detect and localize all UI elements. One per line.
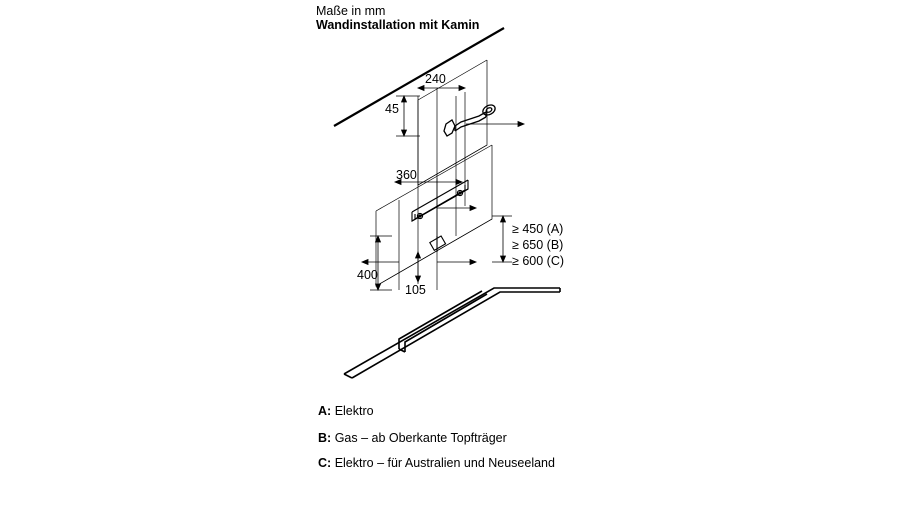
dimension-45 <box>396 96 420 136</box>
legend-text-b: Gas – ab Oberkante Topfträger <box>334 431 507 445</box>
upper-wall-mount-bracket <box>444 103 497 136</box>
dimension-label-360: 360 <box>396 168 417 182</box>
drawing-title: Wandinstallation mit Kamin <box>316 18 480 32</box>
legend-item-c <box>318 456 555 472</box>
leader-arrows <box>362 122 524 265</box>
legend-key-b: B: <box>318 431 332 445</box>
dimension-105 <box>416 252 421 282</box>
units-note: Maße in mm <box>316 4 386 18</box>
chimney-hood-body <box>412 180 468 221</box>
legend-key-a: A: <box>318 404 332 418</box>
legend-key-c: C: <box>318 456 332 470</box>
lower-rectangle-outline <box>376 145 492 286</box>
center-fitting-symbol <box>430 236 446 252</box>
legend-text-c: Elektro – für Australien und Neuseeland <box>334 456 555 470</box>
clearance-label-a: ≥ 450 (A) <box>512 222 564 236</box>
clearance-dimension-line <box>492 216 512 262</box>
clearance-label-b: ≥ 650 (B) <box>512 238 564 252</box>
legend-text-a: Elektro <box>334 404 374 418</box>
wall-edge-line <box>334 28 504 126</box>
dimension-label-105: 105 <box>405 283 426 297</box>
legend-item-b <box>318 431 507 447</box>
dimension-label-240: 240 <box>425 72 446 86</box>
clearance-label-c: ≥ 600 (C) <box>512 254 565 268</box>
floor-counter-outline <box>344 288 560 378</box>
dimension-label-400: 400 <box>357 268 378 282</box>
dimension-label-45: 45 <box>385 102 399 116</box>
legend-item-a <box>318 404 374 420</box>
